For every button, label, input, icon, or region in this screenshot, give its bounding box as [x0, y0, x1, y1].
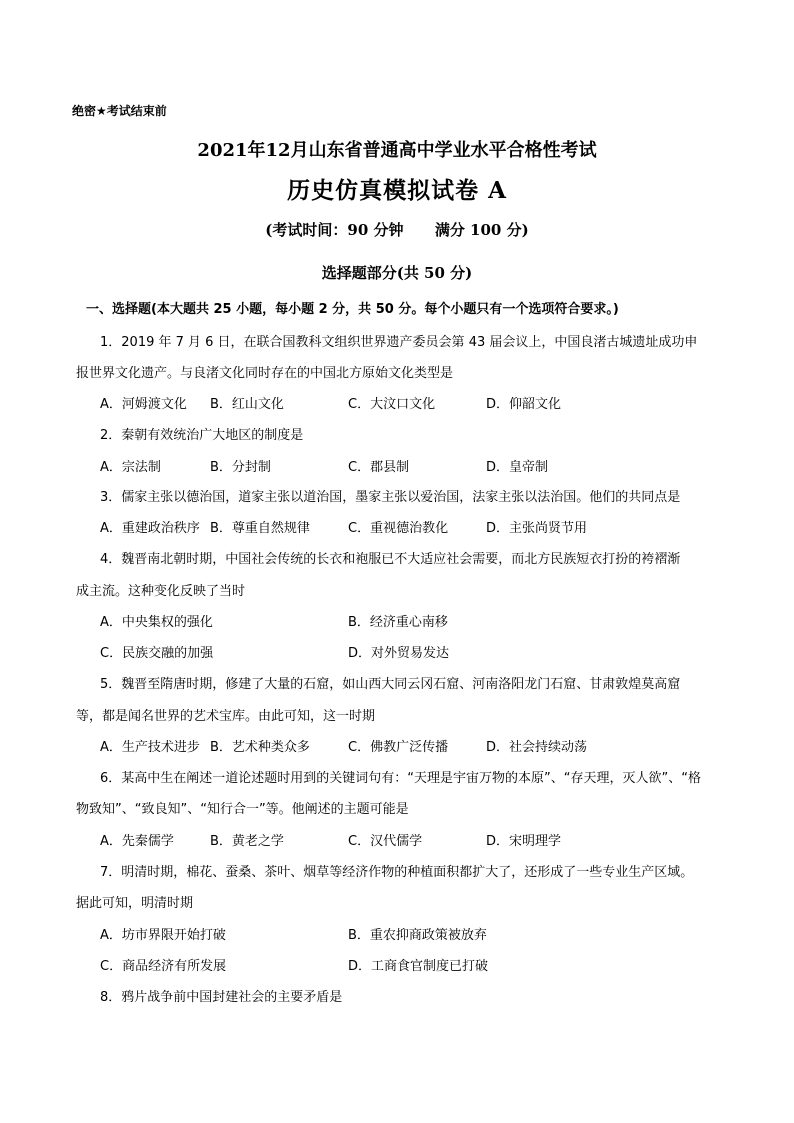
question-7-line-1: 7．明清时期，棉花、蚕桑、茶叶、烟草等经济作物的种植面积都扩大了，还形成了一些专业生产区域。	[100, 865, 694, 880]
question-3-option-a[interactable]: A．重建政治秩序	[100, 521, 200, 536]
question-3-option-b[interactable]: B．尊重自然规律	[210, 521, 310, 536]
question-6-line-1: 6．某高中生在阐述一道论述题时用到的关键词句有：“天理是宇宙万物的本原”、“存天理，灭人欲”、“格	[100, 771, 701, 786]
question-4-option-a[interactable]: A．中央集权的强化	[100, 615, 213, 630]
question-7-option-d[interactable]: D．工商食官制度已打破	[348, 959, 489, 974]
question-3-option-d[interactable]: D．主张尚贤节用	[486, 521, 588, 536]
question-4-line-1: 4．魏晋南北朝时期，中国社会传统的长衣和袍服已不大适应社会需要，而北方民族短衣打扮的袴褶渐	[100, 552, 681, 567]
question-6-option-d[interactable]: D．宋明理学	[486, 834, 562, 849]
question-1-option-d[interactable]: D．仰韶文化	[486, 397, 562, 412]
question-6-line-2: 物致知”、“致良知”、“知行合一”等。他阐述的主题可能是	[76, 802, 409, 817]
question-1-option-b[interactable]: B．红山文化	[210, 397, 284, 412]
question-5-option-a[interactable]: A．生产技术进步	[100, 740, 200, 755]
question-1-line-2: 报世界文化遗产。与良渚文化同时存在的中国北方原始文化类型是	[76, 366, 454, 381]
question-1-option-c[interactable]: C．大汶口文化	[348, 397, 436, 412]
question-4-line-2: 成主流。这种变化反映了当时	[76, 584, 246, 599]
question-6-option-a[interactable]: A．先秦儒学	[100, 834, 174, 849]
question-2-option-a[interactable]: A．宗法制	[100, 460, 161, 475]
question-2-option-c[interactable]: C．郡县制	[348, 460, 410, 475]
question-5-line-2: 等，都是闻名世界的艺术宝库。由此可知，这一时期	[76, 709, 376, 724]
question-5-option-c[interactable]: C．佛教广泛传播	[348, 740, 449, 755]
question-6-option-c[interactable]: C．汉代儒学	[348, 834, 423, 849]
question-5-line-1: 5．魏晋至隋唐时期，修建了大量的石窟，如山西大同云冈石窟、河南洛阳龙门石窟、甘肃敦煌莫高窟	[100, 677, 681, 692]
question-7-option-c[interactable]: C．商品经济有所发展	[100, 959, 227, 974]
question-2-option-d[interactable]: D．皇帝制	[486, 460, 549, 475]
question-8-line-1: 8．鸦片战争前中国封建社会的主要矛盾是	[100, 990, 343, 1005]
question-7-line-2: 据此可知，明清时期	[76, 896, 194, 911]
question-4-option-b[interactable]: B．经济重心南移	[348, 615, 448, 630]
confidential-label: 绝密★考试结束前	[72, 104, 167, 118]
exam-title: 2021年12月山东省普通高中学业水平合格性考试	[197, 140, 597, 161]
section-heading: 选择题部分(共 50 分)	[321, 264, 473, 282]
question-2-option-b[interactable]: B．分封制	[210, 460, 271, 475]
question-1-option-a[interactable]: A．河姆渡文化	[100, 397, 187, 412]
question-3-line-1: 3．儒家主张以德治国，道家主张以道治国，墨家主张以爱治国，法家主张以法治国。他们的共同点是	[100, 490, 681, 505]
section-instructions: 一、选择题(本大题共 25 小题，每小题 2 分，共 50 分。每个小题只有一个选项符合要求。)	[86, 302, 619, 317]
question-6-option-b[interactable]: B．黄老之学	[210, 834, 284, 849]
question-2-line-1: 2．秦朝有效统治广大地区的制度是	[100, 428, 304, 443]
exam-time-score: (考试时间：90 分钟 满分 100 分)	[265, 221, 529, 239]
question-7-option-b[interactable]: B．重农抑商政策被放弃	[348, 928, 487, 943]
question-4-option-d[interactable]: D．对外贸易发达	[348, 646, 450, 661]
question-5-option-b[interactable]: B．艺术种类众多	[210, 740, 310, 755]
question-4-option-c[interactable]: C．民族交融的加强	[100, 646, 214, 661]
question-7-option-a[interactable]: A．坊市界限开始打破	[100, 928, 226, 943]
question-5-option-d[interactable]: D．社会持续动荡	[486, 740, 588, 755]
question-3-option-c[interactable]: C．重视德治教化	[348, 521, 449, 536]
question-1-line-1: 1．2019 年 7 月 6 日，在联合国教科文组织世界遗产委员会第 43 届会议上，中国良渚古城遗址成功申	[100, 335, 698, 350]
paper-title: 历史仿真模拟试卷 A	[287, 177, 507, 204]
